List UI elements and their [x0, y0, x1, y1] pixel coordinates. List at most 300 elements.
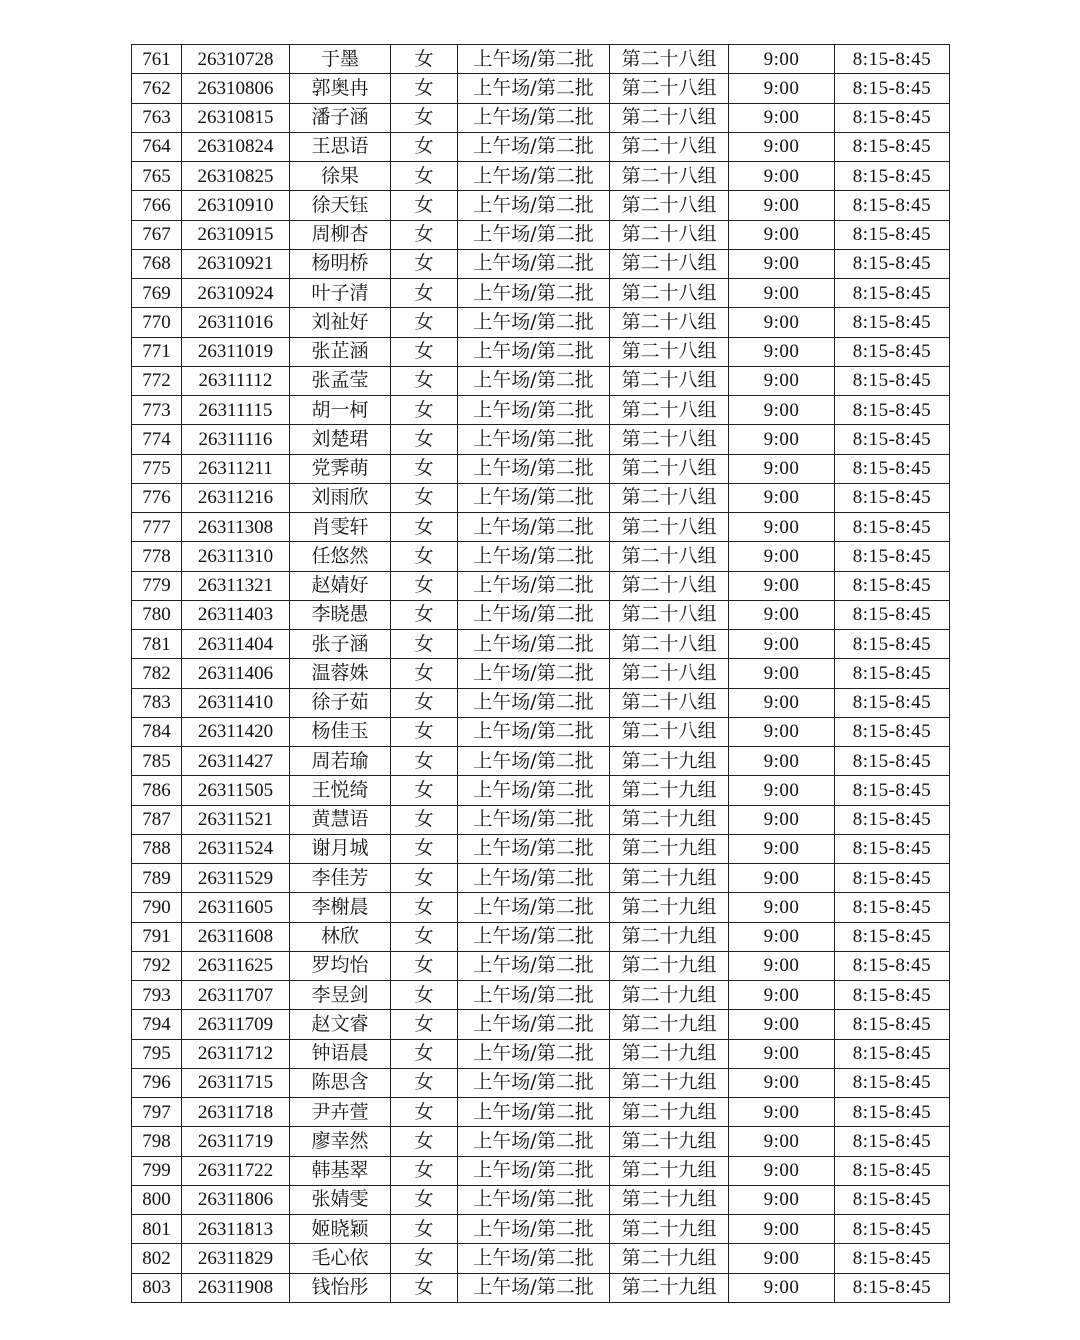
table-row [132, 308, 950, 337]
exam-time-cell: 9:00 [729, 191, 835, 220]
session-batch-cell: 上午场/第二批 [458, 454, 610, 483]
student-id-cell: 26311420 [182, 717, 290, 746]
gender-cell: 女 [391, 688, 458, 717]
session-batch-cell: 上午场/第二批 [458, 103, 610, 132]
session-batch-cell: 上午场/第二批 [458, 483, 610, 512]
row-number-cell: 787 [132, 805, 182, 834]
checkin-window-cell: 8:15-8:45 [835, 132, 950, 161]
exam-time-cell: 9:00 [729, 220, 835, 249]
gender-cell: 女 [391, 279, 458, 308]
exam-time-cell: 9:00 [729, 922, 835, 951]
group-cell: 第二十九组 [610, 1185, 729, 1214]
gender-cell: 女 [391, 308, 458, 337]
student-name-cell: 罗均怡 [290, 951, 391, 980]
checkin-window-cell: 8:15-8:45 [835, 1244, 950, 1273]
table-row [132, 893, 950, 922]
table-row [132, 864, 950, 893]
session-batch-cell: 上午场/第二批 [458, 1273, 610, 1302]
checkin-window-cell: 8:15-8:45 [835, 1156, 950, 1185]
row-number-cell: 801 [132, 1215, 182, 1244]
session-batch-cell: 上午场/第二批 [458, 893, 610, 922]
student-name-cell: 赵婧好 [290, 571, 391, 600]
student-id-cell: 26311712 [182, 1039, 290, 1068]
group-cell: 第二十八组 [610, 279, 729, 308]
student-id-cell: 26311211 [182, 454, 290, 483]
exam-time-cell: 9:00 [729, 1156, 835, 1185]
group-cell: 第二十九组 [610, 1127, 729, 1156]
student-name-cell: 姬晓颖 [290, 1215, 391, 1244]
table-row [132, 834, 950, 863]
student-id-cell: 26311427 [182, 747, 290, 776]
student-id-cell: 26311216 [182, 483, 290, 512]
session-batch-cell: 上午场/第二批 [458, 132, 610, 161]
exam-time-cell: 9:00 [729, 483, 835, 512]
checkin-window-cell: 8:15-8:45 [835, 1010, 950, 1039]
group-cell: 第二十八组 [610, 220, 729, 249]
gender-cell: 女 [391, 1010, 458, 1039]
group-cell: 第二十九组 [610, 951, 729, 980]
session-batch-cell: 上午场/第二批 [458, 396, 610, 425]
student-name-cell: 谢月城 [290, 834, 391, 863]
exam-time-cell: 9:00 [729, 337, 835, 366]
table-row [132, 483, 950, 512]
student-id-cell: 26311404 [182, 630, 290, 659]
exam-time-cell: 9:00 [729, 249, 835, 278]
row-number-cell: 792 [132, 951, 182, 980]
gender-cell: 女 [391, 454, 458, 483]
checkin-window-cell: 8:15-8:45 [835, 805, 950, 834]
group-cell: 第二十九组 [610, 893, 729, 922]
group-cell: 第二十八组 [610, 132, 729, 161]
group-cell: 第二十九组 [610, 1068, 729, 1097]
checkin-window-cell: 8:15-8:45 [835, 513, 950, 542]
roster-table [131, 44, 950, 1303]
gender-cell: 女 [391, 191, 458, 220]
student-id-cell: 26311605 [182, 893, 290, 922]
student-name-cell: 王思语 [290, 132, 391, 161]
session-batch-cell: 上午场/第二批 [458, 776, 610, 805]
checkin-window-cell: 8:15-8:45 [835, 981, 950, 1010]
student-id-cell: 26311410 [182, 688, 290, 717]
student-id-cell: 26311719 [182, 1127, 290, 1156]
exam-time-cell: 9:00 [729, 747, 835, 776]
session-batch-cell: 上午场/第二批 [458, 834, 610, 863]
table-row [132, 162, 950, 191]
group-cell: 第二十九组 [610, 981, 729, 1010]
table-row [132, 922, 950, 951]
row-number-cell: 793 [132, 981, 182, 1010]
group-cell: 第二十八组 [610, 513, 729, 542]
student-name-cell: 钟语晨 [290, 1039, 391, 1068]
group-cell: 第二十九组 [610, 1039, 729, 1068]
table-row [132, 103, 950, 132]
group-cell: 第二十八组 [610, 688, 729, 717]
student-id-cell: 26310915 [182, 220, 290, 249]
table-row [132, 1215, 950, 1244]
row-number-cell: 762 [132, 74, 182, 103]
checkin-window-cell: 8:15-8:45 [835, 630, 950, 659]
gender-cell: 女 [391, 864, 458, 893]
student-name-cell: 张婧雯 [290, 1185, 391, 1214]
gender-cell: 女 [391, 249, 458, 278]
checkin-window-cell: 8:15-8:45 [835, 1215, 950, 1244]
row-number-cell: 764 [132, 132, 182, 161]
student-name-cell: 周若瑜 [290, 747, 391, 776]
session-batch-cell: 上午场/第二批 [458, 1127, 610, 1156]
row-number-cell: 791 [132, 922, 182, 951]
exam-time-cell: 9:00 [729, 425, 835, 454]
session-batch-cell: 上午场/第二批 [458, 366, 610, 395]
checkin-window-cell: 8:15-8:45 [835, 337, 950, 366]
row-number-cell: 795 [132, 1039, 182, 1068]
group-cell: 第二十八组 [610, 74, 729, 103]
group-cell: 第二十八组 [610, 191, 729, 220]
group-cell: 第二十八组 [610, 600, 729, 629]
gender-cell: 女 [391, 74, 458, 103]
exam-time-cell: 9:00 [729, 366, 835, 395]
exam-time-cell: 9:00 [729, 279, 835, 308]
student-id-cell: 26311806 [182, 1185, 290, 1214]
group-cell: 第二十八组 [610, 542, 729, 571]
table-row [132, 366, 950, 395]
group-cell: 第二十九组 [610, 805, 729, 834]
row-number-cell: 782 [132, 659, 182, 688]
student-id-cell: 26311406 [182, 659, 290, 688]
row-number-cell: 777 [132, 513, 182, 542]
student-id-cell: 26311321 [182, 571, 290, 600]
session-batch-cell: 上午场/第二批 [458, 981, 610, 1010]
group-cell: 第二十八组 [610, 717, 729, 746]
session-batch-cell: 上午场/第二批 [458, 1156, 610, 1185]
checkin-window-cell: 8:15-8:45 [835, 1273, 950, 1302]
table-row [132, 74, 950, 103]
row-number-cell: 772 [132, 366, 182, 395]
row-number-cell: 771 [132, 337, 182, 366]
student-id-cell: 26310910 [182, 191, 290, 220]
exam-time-cell: 9:00 [729, 688, 835, 717]
row-number-cell: 788 [132, 834, 182, 863]
checkin-window-cell: 8:15-8:45 [835, 1039, 950, 1068]
table-row [132, 220, 950, 249]
row-number-cell: 783 [132, 688, 182, 717]
student-name-cell: 李佳芳 [290, 864, 391, 893]
exam-time-cell: 9:00 [729, 396, 835, 425]
row-number-cell: 776 [132, 483, 182, 512]
exam-time-cell: 9:00 [729, 571, 835, 600]
gender-cell: 女 [391, 951, 458, 980]
exam-time-cell: 9:00 [729, 717, 835, 746]
group-cell: 第二十八组 [610, 454, 729, 483]
group-cell: 第二十九组 [610, 1156, 729, 1185]
student-id-cell: 26311722 [182, 1156, 290, 1185]
gender-cell: 女 [391, 630, 458, 659]
session-batch-cell: 上午场/第二批 [458, 337, 610, 366]
exam-time-cell: 9:00 [729, 1244, 835, 1273]
student-name-cell: 杨佳玉 [290, 717, 391, 746]
student-name-cell: 胡一柯 [290, 396, 391, 425]
student-name-cell: 杨明桥 [290, 249, 391, 278]
session-batch-cell: 上午场/第二批 [458, 864, 610, 893]
gender-cell: 女 [391, 396, 458, 425]
exam-time-cell: 9:00 [729, 1068, 835, 1097]
checkin-window-cell: 8:15-8:45 [835, 1098, 950, 1127]
session-batch-cell: 上午场/第二批 [458, 1098, 610, 1127]
gender-cell: 女 [391, 132, 458, 161]
session-batch-cell: 上午场/第二批 [458, 805, 610, 834]
gender-cell: 女 [391, 776, 458, 805]
row-number-cell: 766 [132, 191, 182, 220]
checkin-window-cell: 8:15-8:45 [835, 162, 950, 191]
session-batch-cell: 上午场/第二批 [458, 922, 610, 951]
student-id-cell: 26311310 [182, 542, 290, 571]
exam-time-cell: 9:00 [729, 893, 835, 922]
checkin-window-cell: 8:15-8:45 [835, 103, 950, 132]
gender-cell: 女 [391, 893, 458, 922]
student-name-cell: 陈思含 [290, 1068, 391, 1097]
exam-time-cell: 9:00 [729, 162, 835, 191]
group-cell: 第二十九组 [610, 834, 729, 863]
group-cell: 第二十八组 [610, 337, 729, 366]
checkin-window-cell: 8:15-8:45 [835, 571, 950, 600]
student-name-cell: 于墨 [290, 45, 391, 74]
student-name-cell: 张芷涵 [290, 337, 391, 366]
row-number-cell: 785 [132, 747, 182, 776]
checkin-window-cell: 8:15-8:45 [835, 542, 950, 571]
table-row [132, 1068, 950, 1097]
session-batch-cell: 上午场/第二批 [458, 45, 610, 74]
exam-time-cell: 9:00 [729, 630, 835, 659]
student-id-cell: 26311521 [182, 805, 290, 834]
checkin-window-cell: 8:15-8:45 [835, 220, 950, 249]
checkin-window-cell: 8:15-8:45 [835, 864, 950, 893]
table-row [132, 279, 950, 308]
session-batch-cell: 上午场/第二批 [458, 425, 610, 454]
session-batch-cell: 上午场/第二批 [458, 74, 610, 103]
group-cell: 第二十八组 [610, 425, 729, 454]
checkin-window-cell: 8:15-8:45 [835, 454, 950, 483]
exam-time-cell: 9:00 [729, 981, 835, 1010]
student-id-cell: 26311016 [182, 308, 290, 337]
checkin-window-cell: 8:15-8:45 [835, 45, 950, 74]
gender-cell: 女 [391, 45, 458, 74]
student-id-cell: 26311308 [182, 513, 290, 542]
group-cell: 第二十八组 [610, 366, 729, 395]
table-row [132, 571, 950, 600]
table-row [132, 776, 950, 805]
gender-cell: 女 [391, 366, 458, 395]
student-id-cell: 26311718 [182, 1098, 290, 1127]
row-number-cell: 789 [132, 864, 182, 893]
gender-cell: 女 [391, 1185, 458, 1214]
checkin-window-cell: 8:15-8:45 [835, 279, 950, 308]
group-cell: 第二十九组 [610, 1244, 729, 1273]
checkin-window-cell: 8:15-8:45 [835, 834, 950, 863]
session-batch-cell: 上午场/第二批 [458, 1010, 610, 1039]
student-id-cell: 26311529 [182, 864, 290, 893]
exam-time-cell: 9:00 [729, 1185, 835, 1214]
row-number-cell: 768 [132, 249, 182, 278]
student-id-cell: 26311524 [182, 834, 290, 863]
checkin-window-cell: 8:15-8:45 [835, 951, 950, 980]
table-row [132, 45, 950, 74]
gender-cell: 女 [391, 571, 458, 600]
group-cell: 第二十八组 [610, 162, 729, 191]
student-id-cell: 26311112 [182, 366, 290, 395]
checkin-window-cell: 8:15-8:45 [835, 74, 950, 103]
table-row [132, 132, 950, 161]
student-name-cell: 李榭晨 [290, 893, 391, 922]
checkin-window-cell: 8:15-8:45 [835, 425, 950, 454]
checkin-window-cell: 8:15-8:45 [835, 600, 950, 629]
row-number-cell: 769 [132, 279, 182, 308]
session-batch-cell: 上午场/第二批 [458, 1215, 610, 1244]
exam-time-cell: 9:00 [729, 659, 835, 688]
student-name-cell: 叶子清 [290, 279, 391, 308]
exam-time-cell: 9:00 [729, 776, 835, 805]
gender-cell: 女 [391, 542, 458, 571]
table-row [132, 249, 950, 278]
row-number-cell: 784 [132, 717, 182, 746]
group-cell: 第二十八组 [610, 308, 729, 337]
row-number-cell: 796 [132, 1068, 182, 1097]
group-cell: 第二十八组 [610, 396, 729, 425]
exam-time-cell: 9:00 [729, 454, 835, 483]
student-name-cell: 尹卉萱 [290, 1098, 391, 1127]
row-number-cell: 774 [132, 425, 182, 454]
student-name-cell: 韩基翠 [290, 1156, 391, 1185]
student-name-cell: 刘祉好 [290, 308, 391, 337]
exam-time-cell: 9:00 [729, 103, 835, 132]
gender-cell: 女 [391, 1127, 458, 1156]
student-name-cell: 徐子茹 [290, 688, 391, 717]
gender-cell: 女 [391, 659, 458, 688]
group-cell: 第二十九组 [610, 747, 729, 776]
table-row [132, 630, 950, 659]
session-batch-cell: 上午场/第二批 [458, 571, 610, 600]
session-batch-cell: 上午场/第二批 [458, 162, 610, 191]
student-id-cell: 26311625 [182, 951, 290, 980]
exam-time-cell: 9:00 [729, 45, 835, 74]
row-number-cell: 798 [132, 1127, 182, 1156]
table-row [132, 805, 950, 834]
exam-time-cell: 9:00 [729, 951, 835, 980]
row-number-cell: 790 [132, 893, 182, 922]
table-row [132, 951, 950, 980]
roster-body [132, 45, 950, 1303]
group-cell: 第二十八组 [610, 630, 729, 659]
session-batch-cell: 上午场/第二批 [458, 220, 610, 249]
student-id-cell: 26310824 [182, 132, 290, 161]
exam-time-cell: 9:00 [729, 1098, 835, 1127]
group-cell: 第二十九组 [610, 1098, 729, 1127]
gender-cell: 女 [391, 747, 458, 776]
row-number-cell: 767 [132, 220, 182, 249]
row-number-cell: 763 [132, 103, 182, 132]
student-id-cell: 26310815 [182, 103, 290, 132]
exam-time-cell: 9:00 [729, 132, 835, 161]
exam-time-cell: 9:00 [729, 834, 835, 863]
gender-cell: 女 [391, 1098, 458, 1127]
gender-cell: 女 [391, 834, 458, 863]
table-row [132, 600, 950, 629]
gender-cell: 女 [391, 1273, 458, 1302]
checkin-window-cell: 8:15-8:45 [835, 1068, 950, 1097]
student-id-cell: 26310728 [182, 45, 290, 74]
row-number-cell: 786 [132, 776, 182, 805]
student-name-cell: 徐天钰 [290, 191, 391, 220]
group-cell: 第二十九组 [610, 776, 729, 805]
table-row [132, 337, 950, 366]
session-batch-cell: 上午场/第二批 [458, 1244, 610, 1273]
session-batch-cell: 上午场/第二批 [458, 951, 610, 980]
student-name-cell: 郭奥冉 [290, 74, 391, 103]
gender-cell: 女 [391, 220, 458, 249]
table-row [132, 1244, 950, 1273]
student-id-cell: 26311116 [182, 425, 290, 454]
group-cell: 第二十九组 [610, 864, 729, 893]
checkin-window-cell: 8:15-8:45 [835, 483, 950, 512]
table-row [132, 688, 950, 717]
exam-time-cell: 9:00 [729, 1127, 835, 1156]
checkin-window-cell: 8:15-8:45 [835, 308, 950, 337]
checkin-window-cell: 8:15-8:45 [835, 717, 950, 746]
student-id-cell: 26310921 [182, 249, 290, 278]
table-row [132, 454, 950, 483]
gender-cell: 女 [391, 805, 458, 834]
checkin-window-cell: 8:15-8:45 [835, 747, 950, 776]
table-row [132, 747, 950, 776]
table-row [132, 981, 950, 1010]
checkin-window-cell: 8:15-8:45 [835, 893, 950, 922]
session-batch-cell: 上午场/第二批 [458, 688, 610, 717]
group-cell: 第二十九组 [610, 1010, 729, 1039]
gender-cell: 女 [391, 103, 458, 132]
session-batch-cell: 上午场/第二批 [458, 249, 610, 278]
row-number-cell: 770 [132, 308, 182, 337]
group-cell: 第二十九组 [610, 922, 729, 951]
checkin-window-cell: 8:15-8:45 [835, 776, 950, 805]
checkin-window-cell: 8:15-8:45 [835, 1185, 950, 1214]
gender-cell: 女 [391, 922, 458, 951]
exam-time-cell: 9:00 [729, 513, 835, 542]
gender-cell: 女 [391, 1068, 458, 1097]
table-row [132, 191, 950, 220]
checkin-window-cell: 8:15-8:45 [835, 366, 950, 395]
checkin-window-cell: 8:15-8:45 [835, 1127, 950, 1156]
student-id-cell: 26311715 [182, 1068, 290, 1097]
table-row [132, 1185, 950, 1214]
student-name-cell: 林欣 [290, 922, 391, 951]
exam-time-cell: 9:00 [729, 308, 835, 337]
row-number-cell: 765 [132, 162, 182, 191]
gender-cell: 女 [391, 513, 458, 542]
gender-cell: 女 [391, 337, 458, 366]
student-id-cell: 26310924 [182, 279, 290, 308]
row-number-cell: 781 [132, 630, 182, 659]
gender-cell: 女 [391, 483, 458, 512]
student-name-cell: 周柳杏 [290, 220, 391, 249]
session-batch-cell: 上午场/第二批 [458, 659, 610, 688]
session-batch-cell: 上午场/第二批 [458, 1068, 610, 1097]
table-row [132, 1127, 950, 1156]
student-name-cell: 徐果 [290, 162, 391, 191]
gender-cell: 女 [391, 981, 458, 1010]
table-row [132, 1156, 950, 1185]
table-row [132, 513, 950, 542]
table-row [132, 396, 950, 425]
student-id-cell: 26311115 [182, 396, 290, 425]
student-id-cell: 26310806 [182, 74, 290, 103]
